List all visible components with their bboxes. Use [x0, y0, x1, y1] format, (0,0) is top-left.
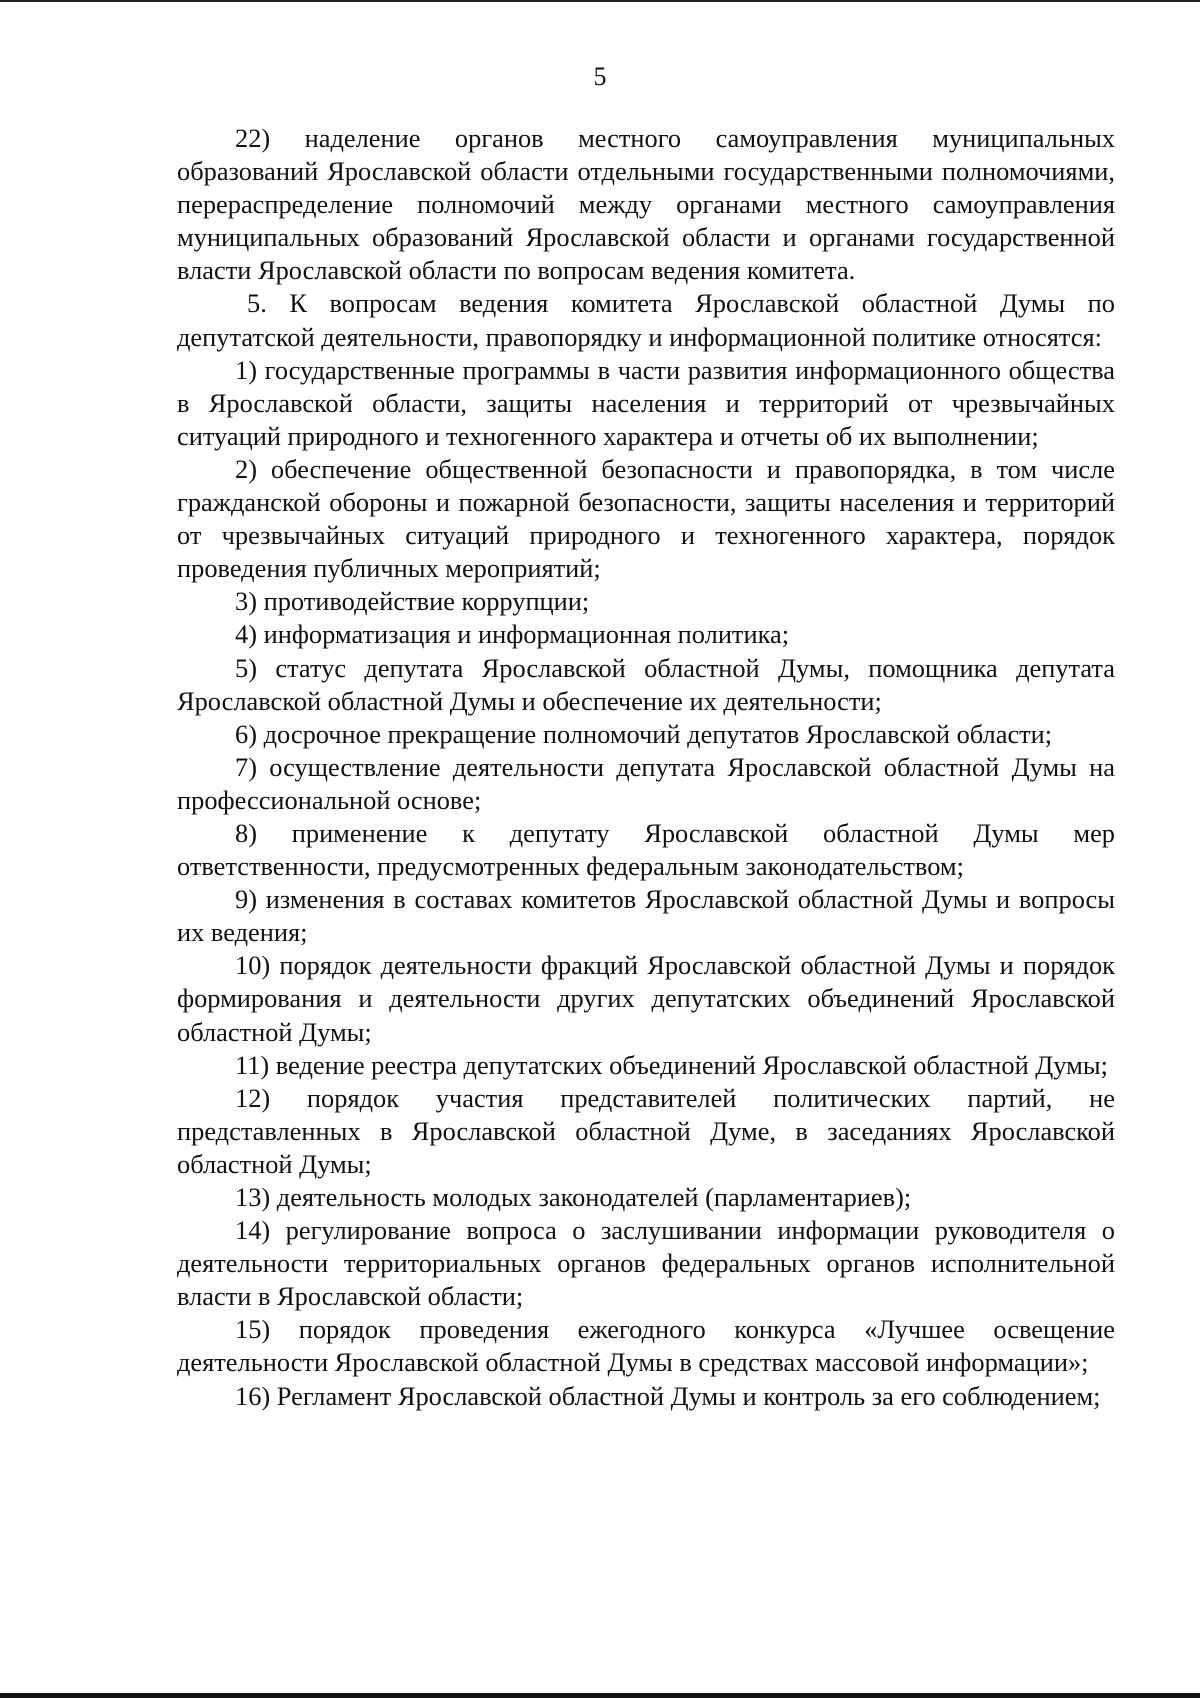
paragraph-item-9: 9) изменения в составах комитетов Ярославской областной Думы и вопросы их ведения;	[177, 884, 1115, 948]
paragraph-item-3: 3) противодействие коррупции;	[235, 586, 590, 617]
paragraph-section-5: 5. К вопросам ведения комитета Ярославской областной Думы по депутатской деятельности, правопорядку и информационной политике относятся:	[177, 288, 1115, 352]
paragraph-item-11: 11) ведение реестра депутатских объединений Ярославской областной Думы;	[235, 1049, 1108, 1080]
scan-edge-top	[0, 0, 1200, 2]
paragraph-item-7: 7) осуществление деятельности депутата Ярославской областной Думы на профессиональной основе;	[177, 751, 1115, 815]
paragraph-item-16: 16) Регламент Ярославской областной Думы и контроль за его соблюдением;	[235, 1380, 1101, 1411]
paragraph-item-5: 5) статус депутата Ярославской областной Думы, помощника депутата Ярославской областной Думы и обеспечение их деятельности;	[177, 652, 1115, 716]
paragraph-item-4: 4) информатизация и информационная политика;	[235, 619, 790, 650]
document-body	[177, 122, 1115, 1413]
paragraph-item-15: 15) порядок проведения ежегодного конкурса «Лучшее освещение деятельности Ярославской областной Думы в средствах массовой информации»;	[177, 1314, 1115, 1378]
paragraph-item-22: 22) наделение органов местного самоуправления муниципальных образований Ярославской области отдельными государственными полномочиями, перераспределение полномочий между органами местного самоуправления муниципальных образований Ярославской области и органами государственной власти Ярославской области по вопросам ведения комитета.	[177, 123, 1115, 286]
scan-edge-bottom	[0, 1693, 1200, 1698]
paragraph-item-13: 13) деятельность молодых законодателей (парламентариев);	[235, 1182, 912, 1212]
paragraph-item-10: 10) порядок деятельности фракций Ярославской областной Думы и порядок формирования и деятельности других депутатских объединений Ярославской областной Думы;	[177, 950, 1115, 1047]
paragraph-item-8: 8) применение к депутату Ярославской областной Думы мер ответственности, предусмотренных федеральным законодательством;	[177, 817, 1115, 882]
page-number: 5	[593, 62, 607, 91]
paragraph-item-2: 2) обеспечение общественной безопасности и правопорядка, в том числе гражданской обороны и пожарной безопасности, защиты населения и территорий от чрезвычайных ситуаций природного и техногенного характера, порядок проведения публичных мероприятий;	[177, 453, 1115, 584]
paragraph-item-14: 14) регулирование вопроса о заслушивании информации руководителя о деятельности территориальных органов федеральных органов исполнительной власти в Ярославской области;	[177, 1215, 1115, 1312]
paragraph-item-12: 12) порядок участия представителей политических партий, не представленных в Ярославской областной Думе, в заседаниях Ярославской областной Думы;	[177, 1082, 1115, 1179]
paragraph-item-1: 1) государственные программы в части развития информационного общества в Ярославской области, защиты населения и территорий от чрезвычайных ситуаций природного и техногенного характера и отчеты об их выполнении;	[177, 354, 1115, 451]
paragraph-item-6: 6) досрочное прекращение полномочий депутатов Ярославской области;	[235, 718, 1053, 749]
